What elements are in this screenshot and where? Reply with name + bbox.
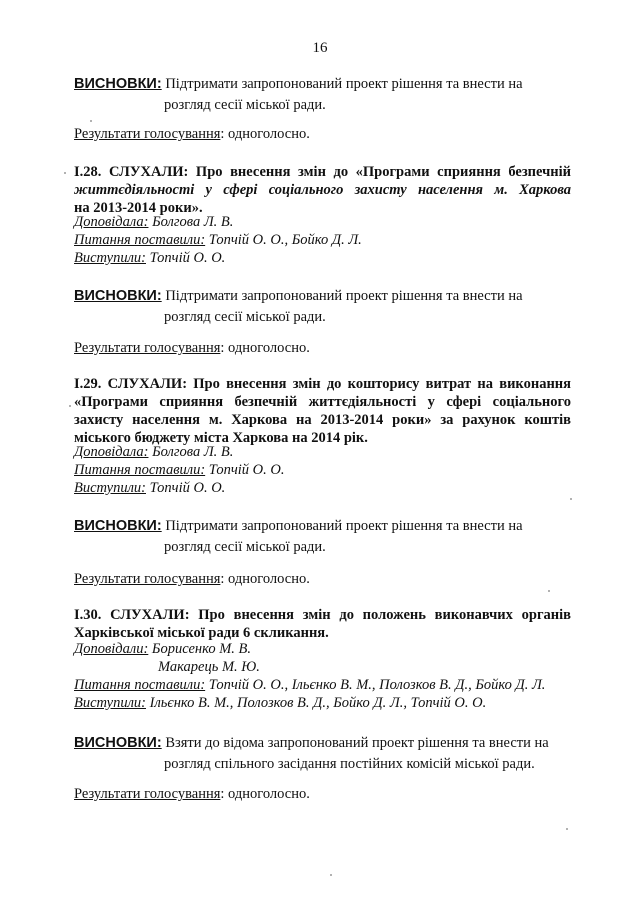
speakers: Ільєнко В. М., Полозков В. Д., Бойко Д. Л., Топчій О. О.	[146, 695, 487, 711]
scan-speck	[330, 874, 332, 876]
speakers: Топчій О. О.	[146, 480, 226, 496]
conclusion-block	[74, 74, 574, 116]
heading-line: на 2013-2014 роки».	[74, 200, 203, 216]
heading-line: захисту населення м. Харкова на 2013-2014 роки» за рахунок коштів	[74, 412, 571, 428]
conclusion-text-cont: розгляд спільного засідання постійних комісій міської ради.	[164, 756, 535, 772]
reporter: Борисенко М. В.	[148, 641, 252, 657]
scan-speck	[570, 498, 572, 500]
vote-label: Результати голосування	[74, 571, 221, 587]
reporter-label: Доповідали:	[74, 641, 149, 657]
questions-label: Питання поставили:	[74, 232, 206, 248]
heading-line: Про внесення змін до «Програми сприяння безпечній	[188, 164, 571, 180]
speakers-label: Виступили:	[74, 695, 146, 711]
vote-value: : одноголосно.	[220, 571, 310, 587]
conclusion-label: ВИСНОВКИ:	[74, 518, 162, 534]
speakers: Топчій О. О.	[146, 250, 226, 266]
questions: Топчій О. О., Бойко Д. Л.	[205, 232, 362, 248]
scan-speck	[566, 828, 568, 830]
questions: Топчій О. О.	[205, 462, 285, 478]
scan-speck	[64, 172, 66, 174]
reporter-2: Макарець М. Ю.	[158, 659, 260, 675]
conclusion-label: ВИСНОВКИ:	[74, 735, 162, 751]
conclusion-label: ВИСНОВКИ:	[74, 76, 162, 92]
vote-result	[74, 571, 310, 588]
heading-line: Харківської міської ради 6 скликання.	[74, 625, 329, 641]
heading-line: життєдіяльності у сфері соціального захисту населення м. Харкова	[74, 182, 571, 198]
conclusion-text: Підтримати запропонований проект рішення та внести на	[161, 288, 523, 304]
reporter: Болгова Л. В.	[148, 444, 234, 460]
heading-line: Про внесення змін до положень виконавчих органів	[189, 607, 571, 623]
conclusion-text: Взяти до відома запропонований проект рішення та внести на	[161, 735, 549, 751]
item-number: І.29. СЛУХАЛИ:	[74, 376, 188, 392]
scan-speck	[90, 120, 92, 122]
heading-line: Про внесення змін до кошторису витрат на виконання	[187, 376, 571, 392]
item-meta	[74, 443, 284, 497]
questions: Топчій О. О., Ільєнко В. М., Полозков В. Д., Бойко Д. Л.	[205, 677, 546, 693]
conclusion-text-cont: розгляд сесії міської ради.	[164, 309, 326, 325]
item-number: І.30. СЛУХАЛИ:	[74, 607, 190, 623]
conclusion-label: ВИСНОВКИ:	[74, 288, 162, 304]
speakers-label: Виступили:	[74, 250, 146, 266]
vote-label: Результати голосування	[74, 786, 221, 802]
reporter: Болгова Л. В.	[148, 214, 234, 230]
scan-speck	[69, 405, 71, 407]
conclusion-text: Підтримати запропонований проект рішення та внести на	[161, 76, 523, 92]
vote-result	[74, 786, 310, 803]
vote-label: Результати голосування	[74, 126, 221, 142]
reporter-label: Доповідала:	[74, 444, 149, 460]
questions-label: Питання поставили:	[74, 462, 206, 478]
questions-label: Питання поставили:	[74, 677, 206, 693]
vote-value: : одноголосно.	[220, 126, 310, 142]
conclusion-block	[74, 516, 574, 558]
vote-label: Результати голосування	[74, 340, 221, 356]
conclusion-text-cont: розгляд сесії міської ради.	[164, 97, 326, 113]
heading-line: «Програми сприяння безпечній життєдіяльності у сфері соціального	[74, 394, 571, 410]
page-number: 16	[312, 40, 328, 56]
vote-value: : одноголосно.	[220, 340, 310, 356]
conclusion-text: Підтримати запропонований проект рішення та внести на	[161, 518, 523, 534]
item-heading	[74, 375, 571, 447]
vote-result	[74, 340, 310, 357]
vote-value: : одноголосно.	[220, 786, 310, 802]
conclusion-text-cont: розгляд сесії міської ради.	[164, 539, 326, 555]
vote-result	[74, 126, 310, 143]
item-heading	[74, 606, 571, 642]
item-meta	[74, 213, 362, 267]
item-number: І.28. СЛУХАЛИ:	[74, 164, 189, 180]
speakers-label: Виступили:	[74, 480, 146, 496]
item-heading	[74, 163, 571, 217]
conclusion-block	[74, 733, 574, 775]
heading-line: міського бюджету міста Харкова на 2014 рік.	[74, 430, 368, 446]
item-meta	[74, 640, 545, 712]
reporter-label: Доповідала:	[74, 214, 149, 230]
conclusion-block	[74, 286, 574, 328]
scan-speck	[548, 590, 550, 592]
